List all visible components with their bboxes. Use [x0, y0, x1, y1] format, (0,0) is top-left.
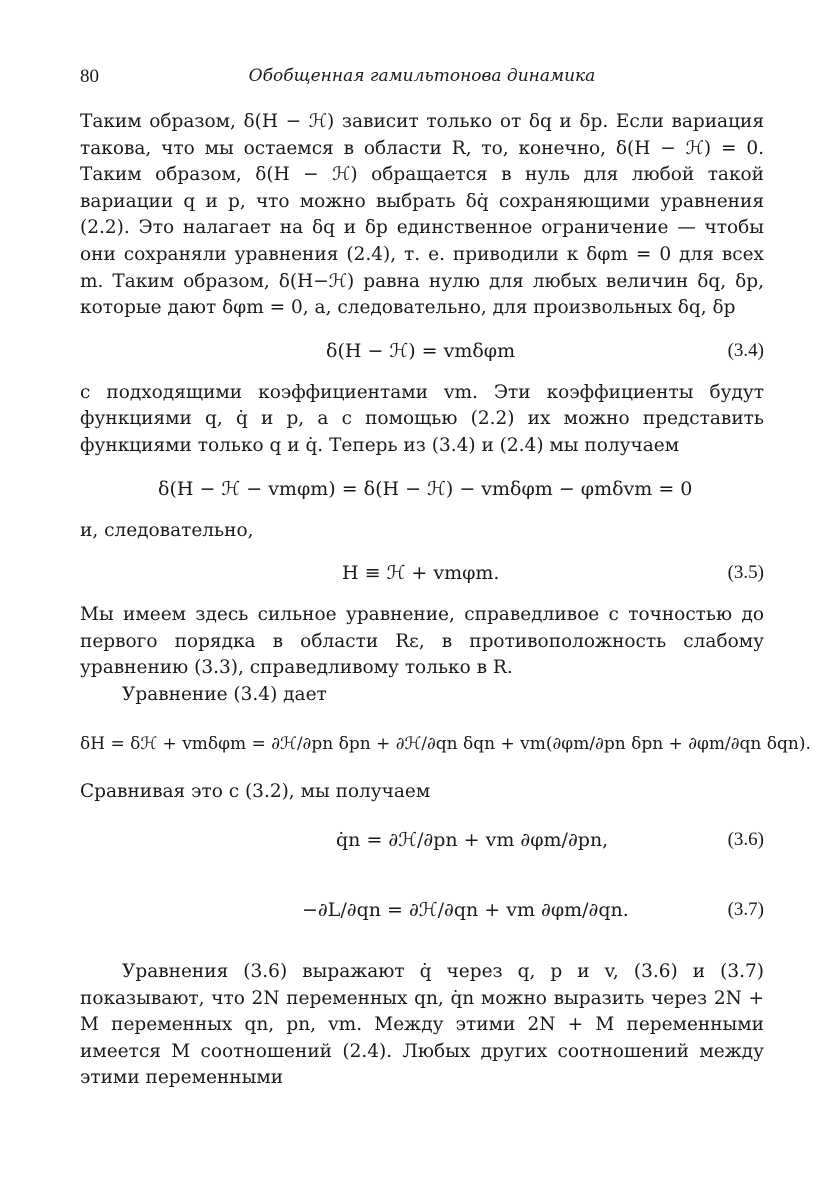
- equation-3-6-number: (3.6): [727, 829, 764, 851]
- book-page: [80, 60, 811, 1092]
- equation-3-6: [80, 805, 764, 875]
- equation-3-5: [80, 544, 764, 602]
- paragraph-2: с подходящими коэффициентами vm. Эти коэффициенты будут функциями q, q̇ и p, а с помощью (2.2) их можно представить функциями только q и q̇. Теперь из (3.4) и (2.4) мы получаем: [80, 381, 764, 456]
- equation-3-4-body: δ(H − ℋ) = vmδφm: [326, 339, 516, 362]
- equation-3-5-body: H ≡ ℋ + vmφm.: [342, 562, 500, 585]
- paragraph-1: Таким образом, δ(H − ℋ) зависит только от δq и δp. Если вариация такова, что мы остаемся в области R, то, конечно, δ(H − ℋ) = 0. Таким образом, δ(H − ℋ) обращается в нуль для любой такой вариации q и p, что можно выбрать δq̇ сохраняющими уравнения (2.2). Это налагает на δq и δp единственное ограничение — чтобы они сохраняли уравнения (2.4), т. е. приводили к δφm = 0 для всех m. Таким образом, δ(H−ℋ) равна нулю для любых величин δq, δp, которые дают δφm = 0, а, следовательно, для произвольных δq, δp: [80, 111, 764, 319]
- paragraph-6: Сравнивая это с (3.2), мы получаем: [80, 780, 431, 802]
- equation-3-7-body: −∂L/∂qn = ∂ℋ/∂qn + vm ∂φm/∂qn.: [302, 899, 629, 922]
- equation-delta-h: [80, 709, 811, 779]
- equation-3-4: [80, 322, 764, 380]
- equation-3-4-number: (3.4): [727, 339, 764, 361]
- paragraph-5: Уравнение (3.4) дает: [122, 683, 327, 705]
- paragraph-4: Мы имеем здесь сильное уравнение, справедливое с точностью до первого порядка в области Rε, в противоположность слабому уравнению (3.3), справедливому только в R.: [80, 604, 764, 679]
- page-number: 80: [80, 66, 99, 87]
- paragraph-7: Уравнения (3.6) выражают q̇ через q, p и v, (3.6) и (3.7) показывают, что 2N переменных qn, q̇n можно выразить через 2N + M переменных qn, pn, vm. Между этими 2N + M переменными имеется M соотношений (2.4). Любых других соотношений между этими переменными: [80, 961, 764, 1089]
- paragraph-3: и, следовательно,: [80, 519, 254, 541]
- equation-delta-h-body: δH = δℋ + vmδφm = ∂ℋ/∂pn δpn + ∂ℋ/∂qn δqn + vm(∂φm/∂pn δpn + ∂φm/∂qn δqn).: [80, 733, 811, 754]
- equation-3-7-number: (3.7): [727, 899, 764, 921]
- equation-variation-body: δ(H − ℋ − vmφm) = δ(H − ℋ) − vmδφm − φmδvm = 0: [158, 477, 693, 500]
- equation-3-7: [80, 875, 764, 945]
- running-title: Обобщенная гамильтонова динамика: [248, 66, 596, 86]
- page-header: [80, 60, 764, 92]
- equation-3-5-number: (3.5): [727, 562, 764, 584]
- equation-3-6-body: q̇n = ∂ℋ/∂pn + vm ∂φm/∂pn,: [336, 829, 609, 852]
- equation-variation: [80, 460, 764, 518]
